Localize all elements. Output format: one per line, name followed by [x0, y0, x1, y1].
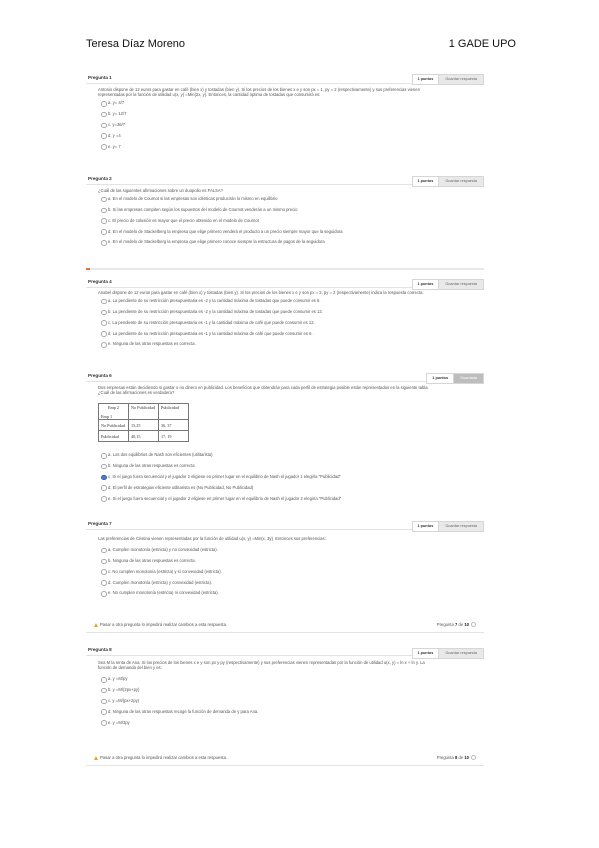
- points-value: 1 puntos: [417, 282, 434, 286]
- table-cell: 15,25: [129, 420, 159, 431]
- option-c[interactable]: c. El precio de colusión es mayor que el precio obtenido en el modelo de Cournot: [98, 218, 434, 223]
- question-title: Pregunta 7: [88, 521, 112, 526]
- corner-emp1: Emp 1: [101, 413, 113, 419]
- table-header-cell: Publicidad: [159, 404, 189, 420]
- table-cell: Publicidad: [99, 431, 129, 442]
- warning-note: [94, 755, 227, 760]
- question-title: Pregunta 2: [88, 176, 112, 181]
- option-b[interactable]: b. Ninguna de las otras respuestas es correcta.: [98, 558, 434, 563]
- page-of: de: [458, 622, 464, 627]
- save-answer-button[interactable]: Guardar respuesta: [438, 177, 483, 186]
- table-row: [99, 420, 189, 431]
- question-text: ¿Cuál de las siguientes afirmaciones sobre un duopolio es FALSA?: [98, 188, 223, 193]
- table-cell: 17, 19: [159, 431, 189, 442]
- points-box: [412, 74, 485, 85]
- page-indicator: [437, 755, 476, 760]
- points-box: [412, 176, 485, 187]
- option-c-selected[interactable]: c. Si el juego fuera secuencial y el jugador 2 eligiese en primer lugar en el equilibrio de Nash el jugador 1 elegiría "Publicidad": [98, 474, 434, 479]
- question-6: [86, 373, 484, 521]
- option-a[interactable]: a. y= 4/7: [98, 100, 434, 105]
- option-b[interactable]: b. Si las empresas compiten según los supuestos del modelo de Cournot venderán a un mismo precio: [98, 207, 434, 212]
- payoff-table: [98, 403, 189, 442]
- cut-marker: [86, 268, 90, 270]
- question-body: [98, 188, 434, 245]
- divider: [86, 632, 484, 633]
- student-name: Teresa Díaz Moreno: [86, 38, 186, 50]
- divider: [86, 765, 484, 766]
- page-number: 7: [454, 622, 458, 627]
- question-8: [86, 647, 484, 737]
- option-c[interactable]: c. y=36/7: [98, 122, 434, 127]
- page-indicator: [437, 622, 476, 627]
- question-title: Pregunta 4: [88, 279, 112, 284]
- option-e[interactable]: e. y= 7: [98, 144, 434, 149]
- points-box: [412, 521, 485, 532]
- question-text: Anabel dispone de 12 euros para gastar en café (bien x) y tostadas (bien y). Si los precios de los bienes x e y son px = 2, py = 2 (respectivamente) indica la respuesta correcta:: [98, 290, 424, 295]
- table-header-cell: No Publicidad: [129, 404, 159, 420]
- option-e[interactable]: e. Ninguna de las otras respuestas es correcta.: [98, 341, 434, 346]
- question-2: [86, 176, 484, 256]
- page-number: 8: [454, 755, 458, 760]
- save-answer-button[interactable]: Guardar respuesta: [438, 280, 483, 289]
- page-prefix: Pregunta: [436, 755, 454, 760]
- table-cell: No Publicidad: [99, 420, 129, 431]
- question-body: [98, 660, 434, 725]
- page-of: de: [458, 755, 464, 760]
- option-e[interactable]: e. En el modelo de Stackelberg la empresa que elige primero conoce siempre la estructura de pagos de la seguidora: [98, 239, 434, 244]
- question-footer: [86, 622, 484, 632]
- page-cut-divider: [86, 268, 484, 270]
- points-box: [426, 373, 484, 384]
- question-1: [86, 75, 484, 155]
- warning-icon: [94, 756, 98, 760]
- points-value: 1 puntos: [417, 651, 434, 655]
- warning-text: Pasar a otra pregunta lo impedirá realizar cambios a esta respuesta.: [100, 622, 228, 627]
- next-arrow-icon[interactable]: [471, 755, 476, 760]
- points-value: 1 puntos: [417, 179, 434, 183]
- save-answer-button[interactable]: Guardar respuesta: [438, 522, 483, 531]
- table-row: [99, 404, 189, 420]
- option-e[interactable]: e. No cumplen monotonía (estricta) ni convexidad (estricta).: [98, 590, 434, 595]
- next-arrow-icon[interactable]: [471, 622, 476, 627]
- page-header: [86, 38, 516, 52]
- question-7: [86, 521, 484, 611]
- table-row: [99, 431, 189, 442]
- option-a[interactable]: a. En el modelo de Cournot si las empresas son idénticas producirán lo mismo en equilibrio: [98, 196, 434, 201]
- warning-note: [94, 622, 227, 627]
- option-a[interactable]: a. Los dos equilibrios de Nash son eficientes (utilitarista): [98, 452, 434, 457]
- option-b[interactable]: b. La pendiente de su restricción presupuestaria es -2 y la cantidad máxima de tostadas que puede consumir es 12.: [98, 309, 434, 314]
- option-c[interactable]: c. La pendiente de su restricción presupuestaria es -1 y la cantidad máxima de café que puede consumir es 12.: [98, 320, 434, 325]
- divider: [86, 381, 484, 382]
- question-text: Dos empresas están decidiendo si gastar o no dinero en publicidad. Los beneficios que obtendrán para cada perfil de estrategia posible están representados en la siguiente tabla. ¿Cuál de las afirmaciones es verdadera?: [98, 385, 429, 396]
- points-value: 1 puntos: [417, 524, 434, 528]
- option-e[interactable]: e. Si el juego fuera secuencial y el jugador 2 eligiese en primer lugar en el equilibrio de Nash el jugador 2 elegiría "Publicidad": [98, 496, 434, 501]
- question-text: Sea M la renta de Ana. Si los precios de los bienes x e y son px y py (respectivamente) y sus preferencias vienen representadas por la función de utilidad u(x, y) = ln x + ln y. La función de demanda del bien y es:: [98, 660, 425, 671]
- question-body: [98, 87, 434, 149]
- save-answer-button[interactable]: Guardar respuesta: [438, 75, 483, 84]
- saved-status-button[interactable]: Guardada: [453, 374, 483, 383]
- option-e[interactable]: e. y =M/3py: [98, 720, 434, 725]
- option-a[interactable]: a. Cumplen monotonía (estricta) y no convexidad (estricta).: [98, 547, 434, 552]
- question-title: Pregunta 6: [88, 373, 112, 378]
- question-title: Pregunta 8: [88, 647, 112, 652]
- option-d[interactable]: d. Ninguna de las otras respuestas recoge la función de demanda de y para Ana.: [98, 709, 434, 714]
- points-value: 1 puntos: [432, 376, 449, 380]
- table-corner-cell: [99, 404, 129, 420]
- question-title: Pregunta 1: [88, 75, 112, 80]
- warning-text: Pasar a otra pregunta lo impedirá realizar cambios a esta respuesta.: [100, 755, 228, 760]
- points-box: [412, 279, 485, 290]
- question-body: [98, 385, 434, 501]
- corner-emp2: Emp 2: [107, 405, 120, 411]
- question-footer: [86, 755, 484, 765]
- page-prefix: Pregunta: [436, 622, 454, 627]
- course-label: 1 GADE UPO: [448, 38, 516, 50]
- question-body: [98, 290, 434, 347]
- question-text: Antonio dispone de 12 euros para gastar en café (bien x) y tostadas (bien y). Si los precios de los bienes x e y son px = 1, py = 2 (respectivamente) y sus preferencias vienen representadas por la función de utilidad u(x, y) =Min{2x, y}. Entonces, la cantidad óptima de tostadas que consumirá es:: [98, 87, 420, 98]
- save-answer-button[interactable]: Guardar respuesta: [438, 649, 483, 658]
- question-body: [98, 536, 434, 596]
- points-value: 1 puntos: [417, 77, 434, 81]
- option-a[interactable]: a. y =M/py: [98, 676, 434, 681]
- table-cell: 36, 37: [159, 420, 189, 431]
- page-total: 10: [464, 622, 469, 627]
- question-4: [86, 279, 484, 359]
- option-c[interactable]: c. No cumplen monotonía (estricta) y sí convexidad (estricta).: [98, 569, 434, 574]
- option-b[interactable]: b. y= 12/7: [98, 111, 434, 116]
- option-d[interactable]: d. En el modelo de Stackelberg la empresa que elige primero venderá el producto a un precio siempre mayor que la seguidora: [98, 229, 434, 234]
- option-b[interactable]: b. Ninguna de las otras respuestas es correcta.: [98, 463, 434, 468]
- option-a[interactable]: a. La pendiente de su restricción presupuestaria es -2 y la cantidad máxima de tostadas que puede consumir es 6.: [98, 298, 434, 303]
- points-box: [412, 648, 485, 659]
- option-c[interactable]: c. y =M/(px+2py): [98, 698, 434, 703]
- option-b[interactable]: b. y =M/(2px+py): [98, 687, 434, 692]
- table-cell: 40,15: [129, 431, 159, 442]
- page-total: 10: [464, 755, 469, 760]
- option-d[interactable]: d. Cumplen monotonía (estricta) y convexidad (estricta).: [98, 580, 434, 585]
- warning-icon: [94, 623, 98, 627]
- option-d[interactable]: d. La pendiente de su restricción presupuestaria es -1 y la cantidad máxima de café que puede consumir es 6.: [98, 331, 434, 336]
- option-d[interactable]: d. El perfil de estrategias eficiente utilitarista es (No Publicidad, No Publicidad): [98, 485, 434, 490]
- question-text: Las preferencias de Cristina vienen representadas por la función de utilidad u(x, y) =Min{x, 3y}. Entonces sus preferencias:: [98, 536, 326, 541]
- option-d[interactable]: d. y =4: [98, 133, 434, 138]
